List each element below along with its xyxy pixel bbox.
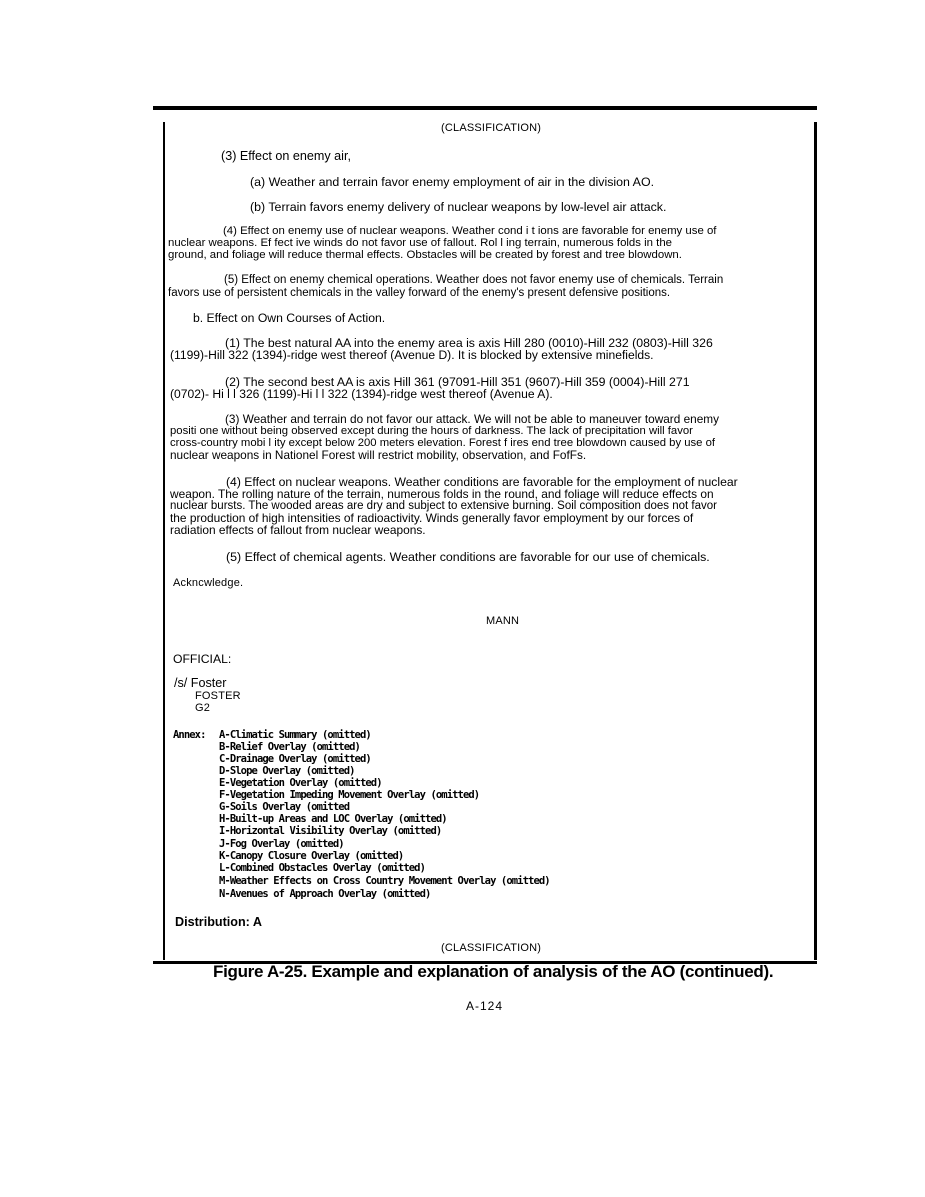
para-3b: (b) Terrain favors enemy delivery of nuclear weapons by low-level air attack. <box>250 200 667 214</box>
annex-item: C-Drainage Overlay (omitted) <box>219 753 371 765</box>
acknowledge: Ackncwledge. <box>173 577 244 589</box>
annex-item: M-Weather Effects on Cross Country Movement Overlay (omitted) <box>219 875 550 887</box>
annex-label: Annex: <box>173 729 206 741</box>
official-label: OFFICIAL: <box>173 652 232 666</box>
annex-item: I-Horizontal Visibility Overlay (omitted) <box>219 825 442 837</box>
annex-item: D-Slope Overlay (omitted) <box>219 765 355 777</box>
annex-item: B-Relief Overlay (omitted) <box>219 741 360 753</box>
para-3a: (a) Weather and terrain favor enemy employment of air in the division AO. <box>250 175 655 189</box>
figure-caption: Figure A-25. Example and explanation of analysis of the AO (continued). <box>213 962 774 981</box>
annex-item: G-Soils Overlay (omitted <box>219 801 350 813</box>
signer: MANN <box>486 615 520 627</box>
distribution: Distribution: A <box>175 915 262 929</box>
annex-item: E-Vegetation Overlay (omitted) <box>219 777 382 789</box>
annex-item: J-Fog Overlay (omitted) <box>219 838 344 850</box>
para-b5: (5) Effect of chemical agents. Weather conditions are favorable for our use of chemicals. <box>226 550 710 564</box>
section-b-heading: b. Effect on Own Courses of Action. <box>193 311 386 325</box>
frame-right-border <box>814 122 817 960</box>
document-page: (CLASSIFICATION) (3) Effect on enemy air, (a) Weather and terrain favor enemy employment of air in the division AO. (b) Terrain favors enemy delivery of nuclear weapons by low-level air attack. (4) Effect on enemy use of nuclear weapons. Weather cond i t ions are favorable for enemy use of nuclear weapons. Ef fect ive winds do not favor use of fallout. Rol l ing terrain, numerous folds in the ground, and foliage will reduce thermal effects. Obstacles will be created by forest and tree blowdown. (5) Effect on enemy chemical operations. Weather does not favor enemy use of chemicals. Terrain favors use of persistent chemicals in the valley forward of the enemy's present defensive positions. b. Effect on Own Courses of Action. (1) The best natural AA into the enemy area is axis Hill 280 (0010)-Hill 232 (0803)-Hill 326 (1199)-Hill 322 (1394)-ridge west thereof (Avenue D). It is blocked by extensive minefields. (2) The second best AA is axis Hill 361 (97091-Hill 351 (9607)-Hill 359 (0004)-Hill 271 (0702)- Hi l l 326 (1199)-Hi l l 322 (1394)-ridge west thereof (Avenue A). (3) Weather and terrain do not favor our attack. We will not be able to maneuver toward enemy positi one without being observed except during the hours of darkness. The lack of precipitation will favor cross-country mobi l ity except below 200 meters elevation. Forest f ires end tree blowdown caused by use of nuclear weapons in Nationel Forest will restrict mobility, observation, and FofFs. (4) Effect on nuclear weapons. Weather conditions are favorable for the employment of nuclear weapon. The rolling nature of the terrain, numerous folds in the round, and foliage will reduce effects on nuclear bursts. The wooded areas are dry and subject to extensive burning. Soil composition does not favor the production of high intensities of radioactivity. Winds generally favor employment by our forces of radiation effects of fallout from nuclear weapons. (5) Effect of chemical agents. Weather conditions are favorable for our use of chemicals. Ackncwledge. MANN OFFICIAL: /s/ Foster FOSTER G2 Annex: A-Climatic Summary (omitted) B-Relief Overlay (omitted) C-Drainage Overlay (omitted) D-Slope Overlay (omitted) E-Vegetation Overlay (omitted) F-Vegetation Impeding Movement Overlay (omitted) G-Soils Overlay (omitted H-Built-up Areas and LOC Overlay (omitted) I-Horizontal Visibility Overlay (omitted) J-Fog Overlay (omitted) K-Canopy Closure Overlay (omitted) L-Combined Obstacles Overlay (omitted) M-Weather Effects on Cross Country Movement Overlay (omitted) N-Avenues of Approach Overlay (omitted) Distribution: A (CLASSIFICATION) Figure A-25. Example and explanation of analysis of the AO (continued). A-124 <box>0 0 925 1197</box>
annex-item: A-Climatic Summary (omitted) <box>219 729 371 741</box>
annex-item: N-Avenues of Approach Overlay (omitted) <box>219 888 431 900</box>
annex-item: L-Combined Obstacles Overlay (omitted) <box>219 862 426 874</box>
annex-item: K-Canopy Closure Overlay (omitted) <box>219 850 404 862</box>
signature: /s/ Foster <box>174 676 227 690</box>
frame-left-border <box>163 122 165 960</box>
annex-item: F-Vegetation Impeding Movement Overlay (omitted) <box>219 789 480 801</box>
classification-bottom: (CLASSIFICATION) <box>441 942 542 954</box>
signature-name: FOSTER <box>195 690 241 702</box>
page-number: A-124 <box>466 999 504 1013</box>
signature-title: G2 <box>195 702 211 714</box>
classification-top: (CLASSIFICATION) <box>441 122 542 134</box>
annex-item: H-Built-up Areas and LOC Overlay (omitted) <box>219 813 447 825</box>
para-3-heading: (3) Effect on enemy air, <box>221 149 351 163</box>
